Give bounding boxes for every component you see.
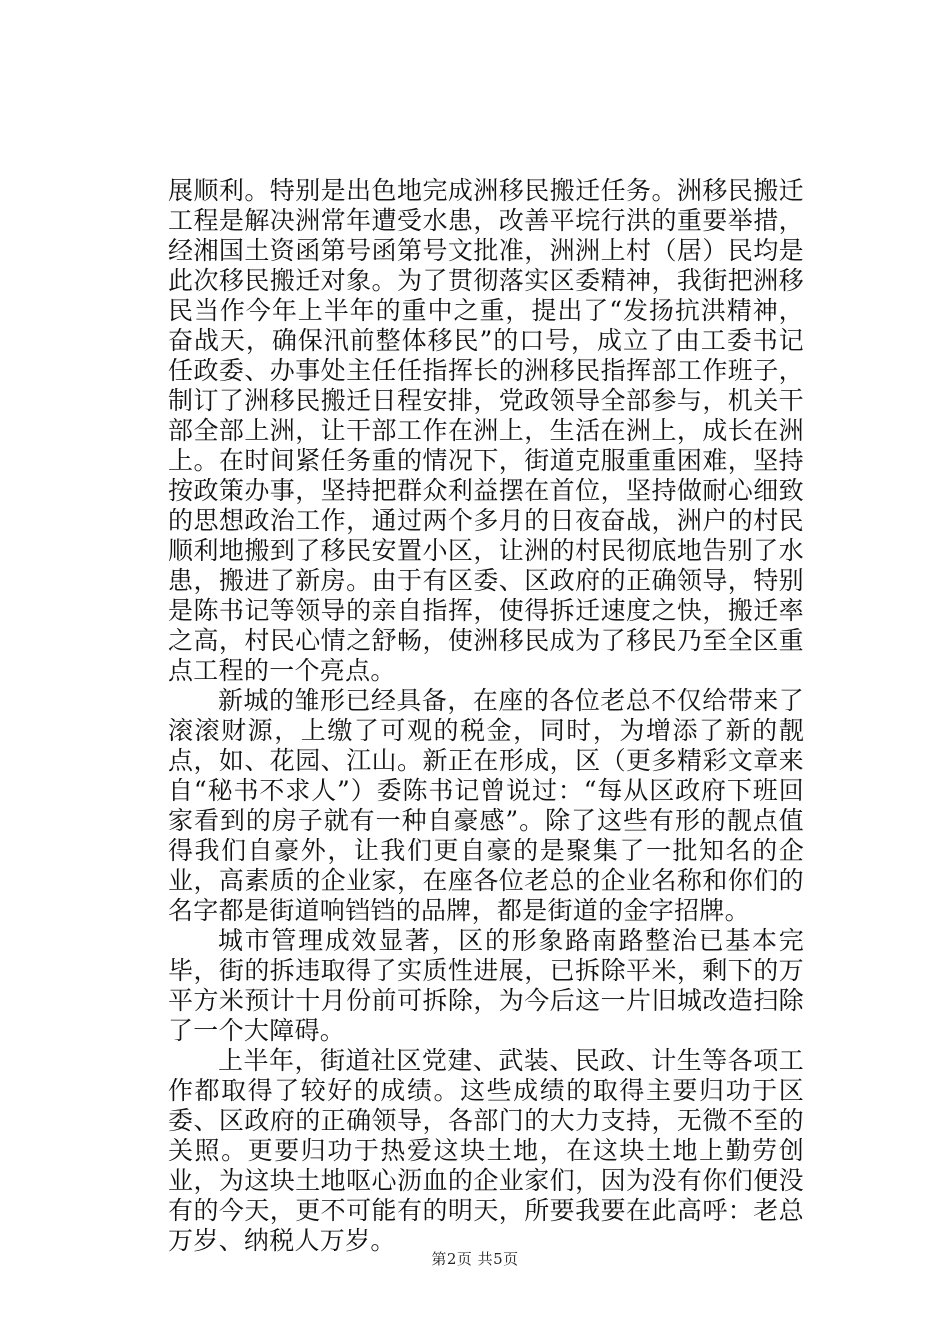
paragraph-3: 城市管理成效显著，区的形象路南路整治已基本完毕，街的拆违取得了实质性进展，已拆除平米，剩下的万平方米预计十月份前可拆除，为今后这一片旧城改造扫除了一个大障碍。 <box>168 926 804 1045</box>
page-number: 第2页 共5页 <box>431 1250 519 1268</box>
paragraph-1: 展顺利。特别是出色地完成洲移民搬迁任务。洲移民搬迁工程是解决洲常年遭受水患，改善平垸行洪的重要举措，经湘国土资函第号函第号文批准，洲洲上村（居）民均是此次移民搬迁对象。为了贯彻落实区委精神，我街把洲移民当作今年上半年的重中之重，提出了“发扬抗洪精神，奋战天，确保汛前整体移民”的口号，成立了由工委书记任政委、办事处主任任指挥长的洲移民指挥部工作班子，制订了洲移民搬迁日程安排，党政领导全部参与，机关干部全部上洲，让干部工作在洲上，生活在洲上，成长在洲上。在时间紧任务重的情况下，街道克服重重困难，坚持按政策办事，坚持把群众利益摆在首位，坚持做耐心细致的思想政治工作，通过两个多月的日夜奋战，洲户的村民顺利地搬到了移民安置小区，让洲的村民彻底地告别了水患，搬进了新房。由于有区委、区政府的正确领导，特别是陈书记等领导的亲自指挥，使得拆迁速度之快，搬迁率之高，村民心情之舒畅，使洲移民成为了移民乃至全区重点工程的一个亮点。 <box>168 176 804 685</box>
paragraph-2: 新城的雏形已经具备，在座的各位老总不仅给带来了滚滚财源，上缴了可观的税金，同时，为增添了新的靓点，如、花园、江山。新正在形成，区（更多精彩文章来自“秘书不求人”）委陈书记曾说过：“每从区政府下班回家看到的房子就有一种自豪感”。除了这些有形的靓点值得我们自豪外，让我们更自豪的是聚集了一批知名的企业，高素质的企业家，在座各位老总的企业名称和你们的名字都是街道响铛铛的品牌，都是街道的金字招牌。 <box>168 686 804 925</box>
paragraph-4: 上半年，街道社区党建、武装、民政、计生等各项工作都取得了较好的成绩。这些成绩的取得主要归功于区委、区政府的正确领导，各部门的大力支持，无微不至的关照。更要归功于热爱这块土地，在这块土地上勤劳创业，为这块土地呕心沥血的企业家们，因为没有你们便没有的今天，更不可能有的明天，所要我要在此高呼：老总万岁、纳税人万岁。 <box>168 1046 804 1255</box>
document-body <box>168 176 804 1256</box>
page-footer <box>0 1248 950 1269</box>
